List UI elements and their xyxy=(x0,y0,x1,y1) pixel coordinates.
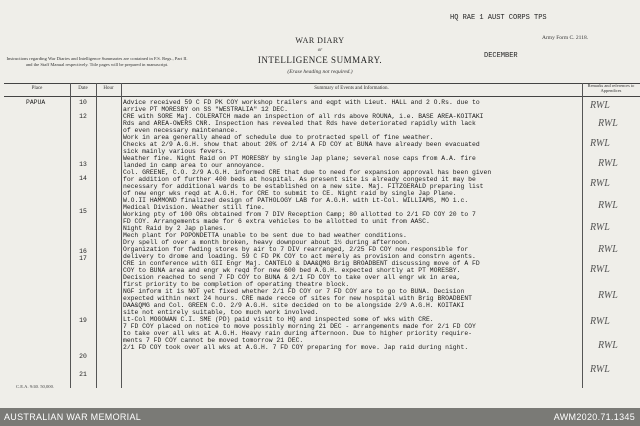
place-cell: PAPUA xyxy=(26,99,46,106)
summary-line: NGF inform it is NOT yet fixed whether 2/1 FD COY or 7 FD COY are to go to BUNA. Decision xyxy=(123,288,465,295)
summary-line: W.O.II HAMMOND finalized design of PATHOLOGY LAB for A.G.H. with Lt-Col. WILLIAMS, MO i.c. xyxy=(123,197,469,204)
date-cell: 16 xyxy=(79,248,87,255)
summary-line: Col. GREENE, C.O. 2/9 A.G.H. informed CRE that due to need for expansion approval has been given xyxy=(123,169,492,176)
summary-line: of new engr wks reqd at A.G.H. for CRE to submit to CE. Night raid by single Jap Plane. xyxy=(123,190,457,197)
remark-initials: RWL xyxy=(590,264,610,275)
summary-line: landed in camp area to our annoyance. xyxy=(123,162,265,169)
col-rule-date xyxy=(96,83,97,388)
remark-initials: RWL xyxy=(598,244,618,255)
col-header-summary: Summary of Events and Information. xyxy=(314,86,389,91)
date-cell: 19 xyxy=(79,317,87,324)
summary-line: Organization for fwding stores by air to 7 DIV rearranged, 2/25 FD COY now responsible for xyxy=(123,246,469,253)
summary-line: Rds and AREA-OWERS CNR. Inspection has revealed that Rds have deteriorated rapidly with lack xyxy=(123,120,476,127)
summary-line: CRE with SORE Maj. COLERATCH made an inspection of all rds above ROUNA, i.e. BASE AREA-KOITAKI xyxy=(123,113,484,120)
summary-line: first priority to be completion of operating theatre block. xyxy=(123,281,350,288)
erase-heading-note: (Erase heading not required.) xyxy=(287,69,353,75)
col-header-place: Place xyxy=(31,86,43,91)
remark-initials: RWL xyxy=(598,200,618,211)
remark-initials: RWL xyxy=(590,100,610,111)
summary-line: site not entirely suitable, too much work involved. xyxy=(123,309,319,316)
table-top-rule xyxy=(4,83,640,84)
title-intelligence-summary: INTELLIGENCE SUMMARY. xyxy=(257,55,383,65)
month-entry: DECEMBER xyxy=(484,52,518,60)
footer-institution: AUSTRALIAN WAR MEMORIAL xyxy=(4,412,142,422)
col-header-hour: Hour xyxy=(103,86,114,91)
remark-initials: RWL xyxy=(598,340,618,351)
summary-line: Lt-Col MOGOWAN C.I. SME (PD) paid visit to HQ and inspected some of wks with CRE. xyxy=(123,316,434,323)
date-cell: 10 xyxy=(79,99,87,106)
summary-line: Weather fine. Night Raid on PT MORESBY by single Jap plane; several nose caps from A.A. fire xyxy=(123,155,476,162)
col-rule-place xyxy=(70,83,71,388)
col-rule-hour xyxy=(121,83,122,388)
remark-initials: RWL xyxy=(598,290,618,301)
footer-reference: AWM2020.71.1345 xyxy=(553,412,635,422)
date-cell: 21 xyxy=(79,371,87,378)
date-cell: 15 xyxy=(79,208,87,215)
summary-line: for addition of further 400 beds at hospital. As present site is already congested it may be xyxy=(123,176,476,183)
date-cell: 17 xyxy=(79,255,87,262)
summary-line: arrive PT MORESBY on SS "WESTRALIA" 12 DEC. xyxy=(123,106,288,113)
summary-line: Dry spell of over a month broken, heavy downpour about 1½ during afternoon. xyxy=(123,239,411,246)
remark-initials: RWL xyxy=(590,364,610,375)
summary-line: 7 FD COY placed on notice to move possibly morning 21 DEC - arrangements made for 2/1 FD COY xyxy=(123,323,476,330)
summary-line: to take over all wks at A.G.H. Heavy rain during afternoon. Due to higher priority require- xyxy=(123,330,472,337)
remark-initials: RWL xyxy=(590,138,610,149)
instructions-note: Instructions regarding War Diaries and Intelligence Summaries are contained in F.S. Regs., Part II. and the Staff Manual respectively. Title pages will be prepared in manuscript. xyxy=(6,56,188,67)
summary-line: Mech plant for POPONDETTA unable to be sent due to bad weather conditions. xyxy=(123,232,407,239)
summary-line: delivery to drome and loading. 59 C FD PK COY to act merely as provision and constrn agents. xyxy=(123,253,476,260)
summary-line: necessary for additional wards to be established on a new site. Maj. FITZGERALD preparing list xyxy=(123,183,484,190)
summary-line: Advice received 59 C FD PK COY workshop trailers and eqpt with Lieut. HALL and 2 O.Rs. due to xyxy=(123,99,480,106)
remark-initials: RWL xyxy=(590,178,610,189)
date-cell: 12 xyxy=(79,113,87,120)
remark-initials: RWL xyxy=(598,118,618,129)
summary-line: of even necessary maintenance. xyxy=(123,127,239,134)
remark-initials: RWL xyxy=(590,316,610,327)
date-cell: 20 xyxy=(79,353,87,360)
col-header-date: Date xyxy=(78,86,88,91)
col-rule-summary xyxy=(582,83,583,388)
summary-line: 2/1 FD COY took over all wks at A.G.H. 7 FD COY preparing for move. Jap raid during night. xyxy=(123,344,469,351)
summary-line: Medical Division. Weather still fine. xyxy=(123,204,265,211)
army-form-number: Army Form C. 2118. xyxy=(542,35,589,41)
summary-line: FD COY. Arrangements made for 6 extra vehicles to be allotted to unit from AASC. xyxy=(123,218,430,225)
title-or: or xyxy=(317,48,323,53)
summary-line: sick mainly various fevers. xyxy=(123,148,227,155)
unit-name: HQ RAE 1 AUST CORPS TPS xyxy=(450,14,547,22)
summary-line: ments 7 FD COY cannot be moved tomorrow 21 DEC. xyxy=(123,337,304,344)
summary-line: Working pty of 100 ORs obtained from 7 DIV Reception Camp; 80 allotted to 2/1 FD COY 20 to 7 xyxy=(123,211,476,218)
col-header-remarks: Remarks and references to Appendices xyxy=(587,83,635,93)
form-code: C.E.A. 9/40. 50,000. xyxy=(16,384,55,389)
summary-line: Work in area generally ahead of schedule due to protracted spell of fine weather. xyxy=(123,134,434,141)
header-bottom-rule xyxy=(4,96,640,97)
summary-line: COY to BUNA area and engr wk reqd for new 600 bed A.G.H. expected shortly at PT MORESBY. xyxy=(123,267,461,274)
summary-line: Decision reached to send 7 FD COY to BUNA & 2/1 FD COY to take over all engr wk in area, xyxy=(123,274,461,281)
summary-line: expected within next 24 hours. CRE made recce of sites for new hospital with Brig BROADBENT xyxy=(123,295,472,302)
date-cell: 13 xyxy=(79,161,87,168)
summary-line: Checks at 2/9 A.G.H. show that about 20% of 2/14 A FD COY at BUNA have already been evacuated xyxy=(123,141,480,148)
date-cell: 14 xyxy=(79,175,87,182)
remark-initials: RWL xyxy=(590,222,610,233)
summary-line: CRE in conference with GII Engr Maj. CANTELO & DAA&QMG Brig BROADBENT discussing move of A FD xyxy=(123,260,480,267)
remark-initials: RWL xyxy=(598,158,618,169)
summary-line: DAA&QMG and Col. GREEN C.O. 2/9 A.G.H. site decided on to be alongside 2/9 A.G.H. KOITAKI xyxy=(123,302,465,309)
title-war-diary: WAR DIARY xyxy=(295,36,345,45)
summary-line: Night Raid by 2 Jap planes. xyxy=(123,225,227,232)
